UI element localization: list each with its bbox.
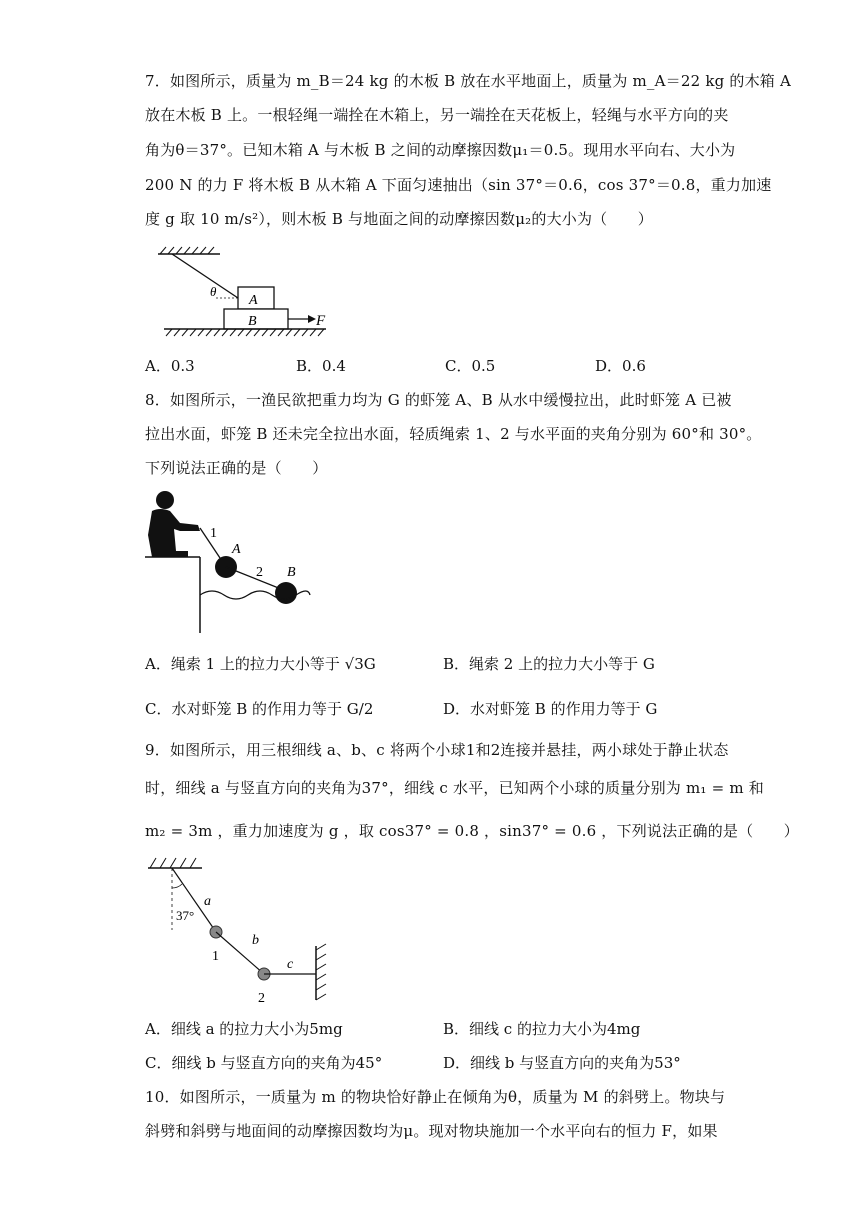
q8-line-3: 下列说法正确的是（ ） [145, 459, 328, 477]
q9-option-c[interactable]: C．细线 b 与竖直方向的夹角为45° [145, 1054, 383, 1072]
q8-rope-2-label: 2 [256, 565, 263, 580]
q9-option-d[interactable]: D．细线 b 与竖直方向的夹角为53° [443, 1054, 681, 1072]
q8-rope-1-label: 1 [210, 526, 217, 541]
q9-string-b-label: b [252, 933, 259, 948]
q7-option-d[interactable]: D．0.6 [595, 357, 646, 375]
q7-line-2: 放在木板 B 上。一根轻绳一端拴在木箱上，另一端拴在天花板上，轻绳与水平方向的夹 [145, 106, 729, 124]
q10-line-2: 斜劈和斜劈与地面间的动摩擦因数均为μ。现对物块施加一个水平向右的恒力 F，如果 [145, 1122, 718, 1140]
q7-line-3: 角为θ＝37°。已知木箱 A 与木板 B 之间的动摩擦因数μ₁＝0.5。现用水平向右、大小为 [145, 141, 736, 159]
q7-f-label: F [316, 313, 326, 329]
q9-option-a[interactable]: A．细线 a 的拉力大小为5mg [145, 1020, 343, 1038]
q8-option-d[interactable]: D．水对虾笼 B 的作用力等于 G [443, 700, 658, 718]
q7-figure-board-box [150, 244, 340, 344]
q7-theta-label: θ [210, 284, 217, 299]
fisherman-silhouette [148, 491, 200, 557]
q8-line-1: 8．如图所示，一渔民欲把重力均为 G 的虾笼 A、B 从水中缓慢拉出，此时虾笼 A 已被 [145, 391, 732, 409]
q9-angle-label: 37° [176, 908, 195, 923]
q7-option-c[interactable]: C．0.5 [445, 357, 496, 375]
q8-cage-a-label: A [232, 542, 241, 557]
q9-option-b[interactable]: B．细线 c 的拉力大小为4mg [443, 1020, 641, 1038]
q7-a-label: A [249, 293, 258, 308]
q9-line-1: 9．如图所示，用三根细线 a、b、c 将两个小球1和2连接并悬挂，两小球处于静止状态 [145, 741, 729, 759]
q9-string-a-label: a [204, 894, 211, 909]
q7-option-b[interactable]: B．0.4 [296, 357, 346, 375]
cage-b [275, 582, 297, 604]
q7-line-1: 7．如图所示，质量为 m_B＝24 kg 的木板 B 放在水平地面上，质量为 m_A＝22 kg 的木箱 A [145, 72, 791, 90]
q7-b-label: B [248, 314, 257, 329]
q8-option-b[interactable]: B．绳索 2 上的拉力大小等于 G [443, 655, 655, 673]
q7-line-5: 度 g 取 10 m/s²），则木板 B 与地面之间的动摩擦因数μ₂的大小为（ ） [145, 210, 653, 228]
q9-figure-two-balls [140, 850, 340, 1010]
q7-option-a[interactable]: A．0.3 [145, 357, 195, 375]
q9-string-c-label: c [287, 957, 294, 972]
q9-line-3: m₂ = 3m ，重力加速度为 g ，取 cos37° = 0.8 ，sin37° = 0.6 ，下列说法正确的是（ ） [145, 822, 799, 840]
q8-option-c[interactable]: C．水对虾笼 B 的作用力等于 G/2 [145, 700, 374, 718]
q8-figure-fisherman [140, 485, 315, 635]
q10-line-1: 10．如图所示，一质量为 m 的物块恰好静止在倾角为θ，质量为 M 的斜劈上。物块与 [145, 1088, 726, 1106]
q8-cage-b-label: B [287, 565, 296, 580]
q8-option-a[interactable]: A．绳索 1 上的拉力大小等于 √3G [145, 655, 376, 673]
q8-line-2: 拉出水面，虾笼 B 还未完全拉出水面，轻质绳索 1、2 与水平面的夹角分别为 60°和 30°。 [145, 425, 762, 443]
q9-line-2: 时，细线 a 与竖直方向的夹角为37°，细线 c 水平，已知两个小球的质量分别为 m₁ = m 和 [145, 779, 764, 797]
q7-line-4: 200 N 的力 F 将木板 B 从木箱 A 下面匀速抽出（sin 37°＝0.6，cos 37°＝0.8，重力加速 [145, 176, 772, 194]
q9-ball-1-label: 1 [212, 949, 219, 964]
q9-ball-2-label: 2 [258, 991, 265, 1006]
